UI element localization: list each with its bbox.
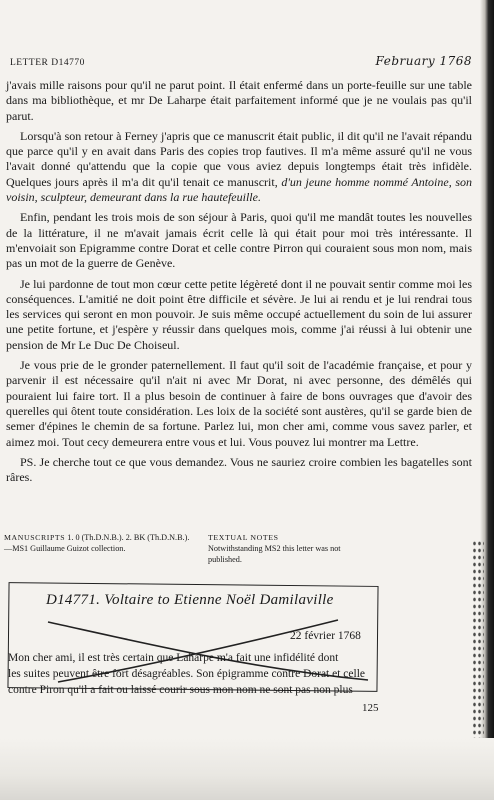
next-letter-line-2: les suites peuvent être fort désagréables. Son épigramme contre Dorat et celle [8, 668, 365, 680]
postscript: PS. Je cherche tout ce que vous demandez. Vous ne sauriez croire combien les bagatelles sont râres. [6, 454, 472, 485]
letter-body [6, 78, 472, 490]
scan-edge-bottom [0, 738, 494, 800]
manuscripts-title: MANUSCRIPTS [4, 533, 66, 542]
paragraph-4: Je lui pardonne de tout mon cœur cette petite légèreté dont il ne pouvait sentir comme moi les conséquences. L'amitié ne doit point être difficile et sévère. Je lui ai rendu et je lui rendrai tous les services qui seront en mon pouvoir. Je suis même occupé actuellement du soin de lui assurer une petite fortune, et j'espère y réussir dans quelques mois, comme j'ai réussi à lui obtenir une pension de Mr Le Duc De Choiseul. [6, 276, 472, 352]
textual-notes-title: TEXTUAL NOTES [208, 533, 279, 542]
page-number: 125 [362, 702, 379, 714]
paragraph-3: Enfin, pendant les trois mois de son séjour à Paris, quoi qu'il me mandât toutes les nouvelles de la littérature, il ne m'avait jamais écrit celle là qui était pour moi très intéressante. Il m'envoiait son Epigramme contre Dorat et celle contre Pirron qui couraient sous mon nom, mais pas un mot de la guerre de Genève. [6, 210, 472, 271]
manuscripts-note [4, 532, 194, 554]
running-header [10, 54, 472, 74]
letter-number: LETTER D14770 [10, 58, 85, 68]
paragraph-2-text: Lorsqu'à son retour à Ferney j'apris que ce manuscrit était public, il dit qu'il ne l'avait répandu que parce qu'il y en avait dans Paris des copies trop fautives. Il m'a même assuré qu'il ne vous l'avait donné qu'attendu que la copie que vous aviez depuis longtemps était très infidèle. Quelques jours après il m'a dit qu'il tenait ce manuscrit, [6, 128, 472, 189]
paragraph-2 [6, 129, 472, 205]
manuscripts-text: 1. 0 (Th.D.N.B.). 2. BK (Th.D.N.B.).—MS1 Guillaume Guizot collection. [4, 533, 190, 553]
next-letter-title: D14771. Voltaire to Etienne Noël Damilaville [46, 592, 334, 608]
textual-notes-text: Notwithstanding MS2 this letter was not published. [208, 544, 341, 564]
next-letter-line-1: Mon cher ami, il est très certain que Laharpe m'a fait une infidélité dont [8, 652, 339, 664]
italic-phrase: d'un jeune homme nommé Antoine, son voisin, sculpteur, demeurant dans la rue hautefeuille. [6, 174, 472, 205]
next-letter-text [8, 650, 384, 698]
paragraph-1: j'avais mille raisons pour qu'il ne parut point. Il était enfermé dans un porte-feuille sur une table dans ma bibliothèque, et mr De Laharpe était parfaitement informé que je ne voulais pas qu'il parut. [6, 78, 472, 123]
next-letter-line-3: contre Piron qu'il a fait ou laissé courir sous mon nom ne sont pas non plus [8, 684, 353, 696]
header-date: February 1768 [375, 54, 472, 68]
textual-notes [208, 532, 372, 565]
notes-section [4, 532, 474, 576]
next-letter-date: 22 février 1768 [290, 630, 361, 642]
paragraph-5: Je vous prie de le gronder paternellement. Il faut qu'il soit de l'académie française, et pour y parvenir il est nécessaire qu'il n'ait ni avec Mr Dorat, ni avec personne, des démêlés qui pouraient lui faire tort. Il a plus besoin de continuer à faire de bons ouvrages que d'avoir des querelles qui ôtent toute considération. Les loix de la société sont austères, qu'il se garde bien de semer d'épines le chemin de sa fortune. Parlez lui, mon cher ami, comme vous savez parler, et aimez moi. Tout cecy demeurera entre vous et lui. Vous pouvez lui montrer ma Lettre. [6, 358, 472, 449]
